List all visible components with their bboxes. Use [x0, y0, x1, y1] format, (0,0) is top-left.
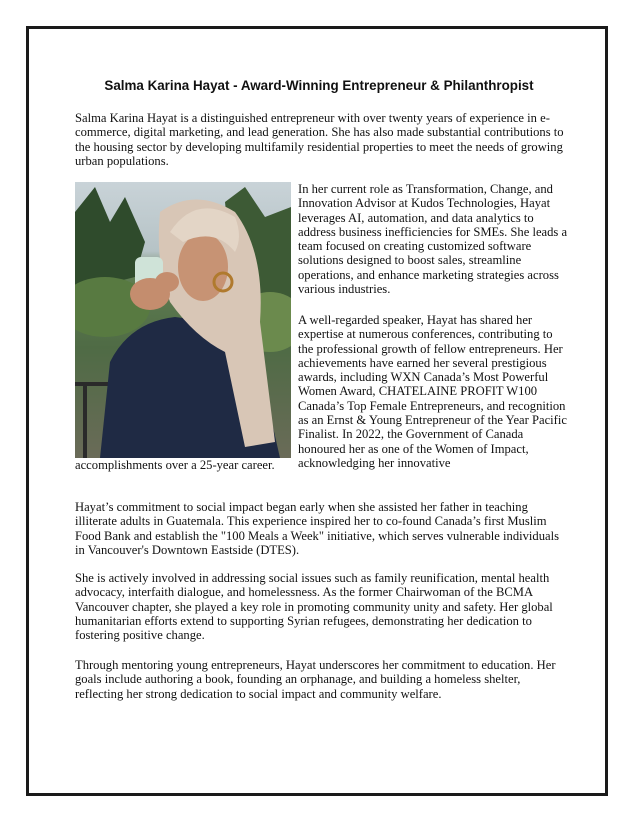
community-paragraph: She is actively involved in addressing social issues such as family reunification, mental health advocacy, interfaith dialogue, and homelessness. As the former Chairwoman of the BCMA Vancouver chapter, she played a key role in promoting community unity and safety. Her global humanitarian efforts extend to supporting Syrian refugees, demonstrating her dedication to fostering positive change.: [75, 571, 553, 643]
document-title: Salma Karina Hayat - Award-Winning Entrepreneur & Philanthropist: [104, 78, 534, 93]
role-paragraph: In her current role as Transformation, Change, and Innovation Advisor at Kudos Technologies, Hayat leverages AI, automation, and data analytics to address business inefficiencies for SMEs. She leads a team focused on creating customized software solutions designed to boost sales, streamline operations, and enhance marketing strategies across various industries.: [298, 182, 568, 297]
mentoring-paragraph: Through mentoring young entrepreneurs, Hayat underscores her commitment to education. Her goals include authoring a book, founding an orphanage, and building a homeless shelter, reflecting her strong dedication to social impact and community welfare.: [75, 658, 556, 701]
speaker-paragraph-tail: accomplishments over a 25-year career.: [75, 458, 275, 472]
social-impact-paragraph: Hayat’s commitment to social impact began early when she assisted her father in teaching illiterate adults in Guatemala. This experience inspired her to co-found Canada’s first Muslim Food Bank and establish the "100 Meals a Week" initiative, which serves vulnerable individuals in Vancouver's Downtown Eastside (DTES).: [75, 500, 559, 557]
portrait-photo: [75, 182, 291, 458]
speaker-paragraph: A well-regarded speaker, Hayat has shared her expertise at numerous conferences, contributing to the professional growth of fellow entrepreneurs. Her achievements have earned her several prestigious awards, including WXN Canada’s Most Powerful Women Award, CHATELAINE PROFIT W100 Canada’s Top Female Entrepreneurs, and recognition as an Ernst & Young Entrepreneur of the Year Pacific Finalist. In 2022, the Government of Canada honoured her as one of the Women of Impact, acknowledging her innovative: [298, 313, 567, 470]
intro-paragraph: Salma Karina Hayat is a distinguished entrepreneur with over twenty years of experience in e-commerce, digital marketing, and lead generation. She has also made substantial contributions to the housing sector by developing multifamily residential properties to meet the needs of growing urban populations.: [75, 111, 564, 168]
